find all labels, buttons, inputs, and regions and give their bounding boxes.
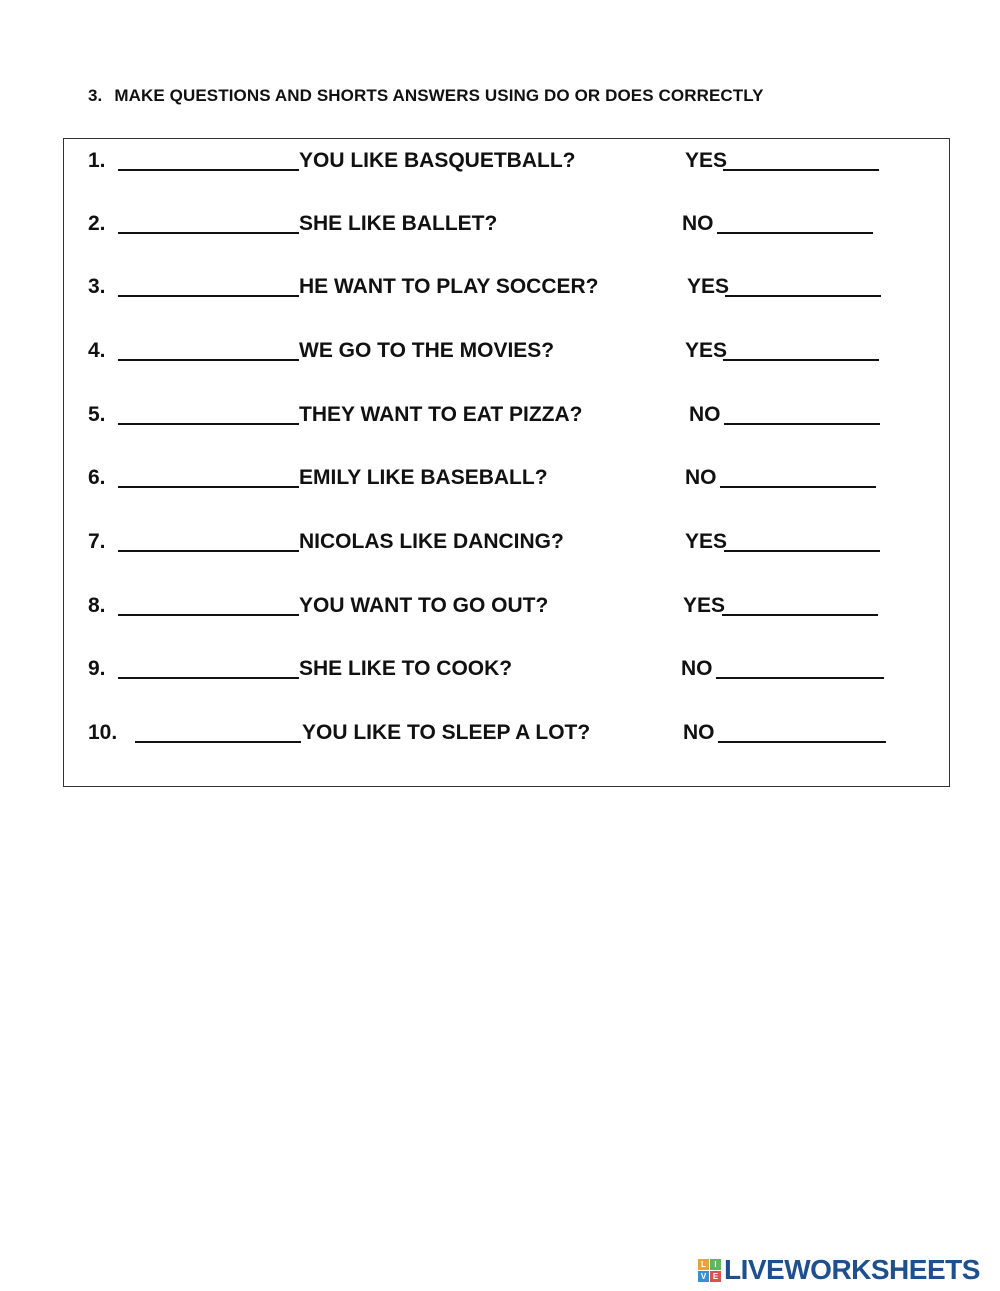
question-row	[88, 657, 928, 689]
question-blank[interactable]	[118, 486, 299, 488]
answer-blank[interactable]	[724, 423, 880, 425]
question-text: HE WANT TO PLAY SOCCER?	[299, 275, 599, 298]
question-text: EMILY LIKE BASEBALL?	[299, 466, 548, 489]
question-blank[interactable]	[118, 677, 299, 679]
exercise-heading	[88, 86, 764, 106]
answer-blank[interactable]	[725, 295, 881, 297]
exercise-instructions: MAKE QUESTIONS AND SHORTS ANSWERS USING DO OR DOES CORRECTLY	[114, 86, 764, 105]
logo-tile-e: E	[710, 1271, 721, 1282]
question-text: YOU LIKE BASQUETBALL?	[299, 149, 576, 172]
logo-tile-l: L	[698, 1259, 709, 1270]
question-row	[88, 530, 928, 562]
answer-label: NO	[683, 721, 715, 744]
question-text: NICOLAS LIKE DANCING?	[299, 530, 564, 553]
question-blank[interactable]	[118, 614, 299, 616]
question-text: YOU LIKE TO SLEEP A LOT?	[302, 721, 591, 744]
questions-box	[63, 138, 950, 787]
question-row	[88, 403, 928, 435]
answer-blank[interactable]	[718, 741, 886, 743]
question-row	[88, 721, 928, 753]
question-number: 9.	[88, 657, 106, 680]
answer-label: NO	[685, 466, 717, 489]
answer-label: YES	[685, 339, 728, 362]
answer-label: YES	[687, 275, 730, 298]
question-blank[interactable]	[118, 550, 299, 552]
answer-label: NO	[682, 212, 714, 235]
question-row	[88, 339, 928, 371]
question-row	[88, 275, 928, 307]
question-row	[88, 212, 928, 244]
question-number: 2.	[88, 212, 106, 235]
question-blank[interactable]	[118, 169, 299, 171]
question-row	[88, 466, 928, 498]
question-row	[88, 149, 928, 181]
answer-blank[interactable]	[723, 359, 879, 361]
question-number: 10.	[88, 721, 118, 744]
answer-blank[interactable]	[720, 486, 876, 488]
question-number: 3.	[88, 275, 106, 298]
question-number: 6.	[88, 466, 106, 489]
question-number: 1.	[88, 149, 106, 172]
question-text: WE GO TO THE MOVIES?	[299, 339, 555, 362]
question-number: 7.	[88, 530, 106, 553]
question-row	[88, 594, 928, 626]
question-blank[interactable]	[118, 359, 299, 361]
liveworksheets-logo-text: LIVEWORKSHEETS	[724, 1254, 980, 1285]
answer-label: YES	[685, 149, 728, 172]
question-number: 5.	[88, 403, 106, 426]
question-blank[interactable]	[118, 423, 299, 425]
answer-blank[interactable]	[717, 232, 873, 234]
question-blank[interactable]	[118, 295, 299, 297]
answer-label: NO	[681, 657, 713, 680]
question-blank[interactable]	[118, 232, 299, 234]
answer-blank[interactable]	[723, 169, 879, 171]
question-text: SHE LIKE TO COOK?	[299, 657, 513, 680]
question-number: 4.	[88, 339, 106, 362]
logo-tile-i: I	[710, 1259, 721, 1270]
answer-label: YES	[685, 530, 728, 553]
answer-blank[interactable]	[724, 550, 880, 552]
answer-label: YES	[683, 594, 726, 617]
answer-label: NO	[689, 403, 721, 426]
question-text: THEY WANT TO EAT PIZZA?	[299, 403, 583, 426]
logo-tile-v: V	[698, 1271, 709, 1282]
question-text: SHE LIKE BALLET?	[299, 212, 498, 235]
question-blank[interactable]	[135, 741, 301, 743]
question-number: 8.	[88, 594, 106, 617]
answer-blank[interactable]	[716, 677, 884, 679]
question-text: YOU WANT TO GO OUT?	[299, 594, 549, 617]
exercise-number: 3.	[88, 86, 103, 105]
answer-blank[interactable]	[722, 614, 878, 616]
liveworksheets-logo-icon	[698, 1259, 722, 1283]
